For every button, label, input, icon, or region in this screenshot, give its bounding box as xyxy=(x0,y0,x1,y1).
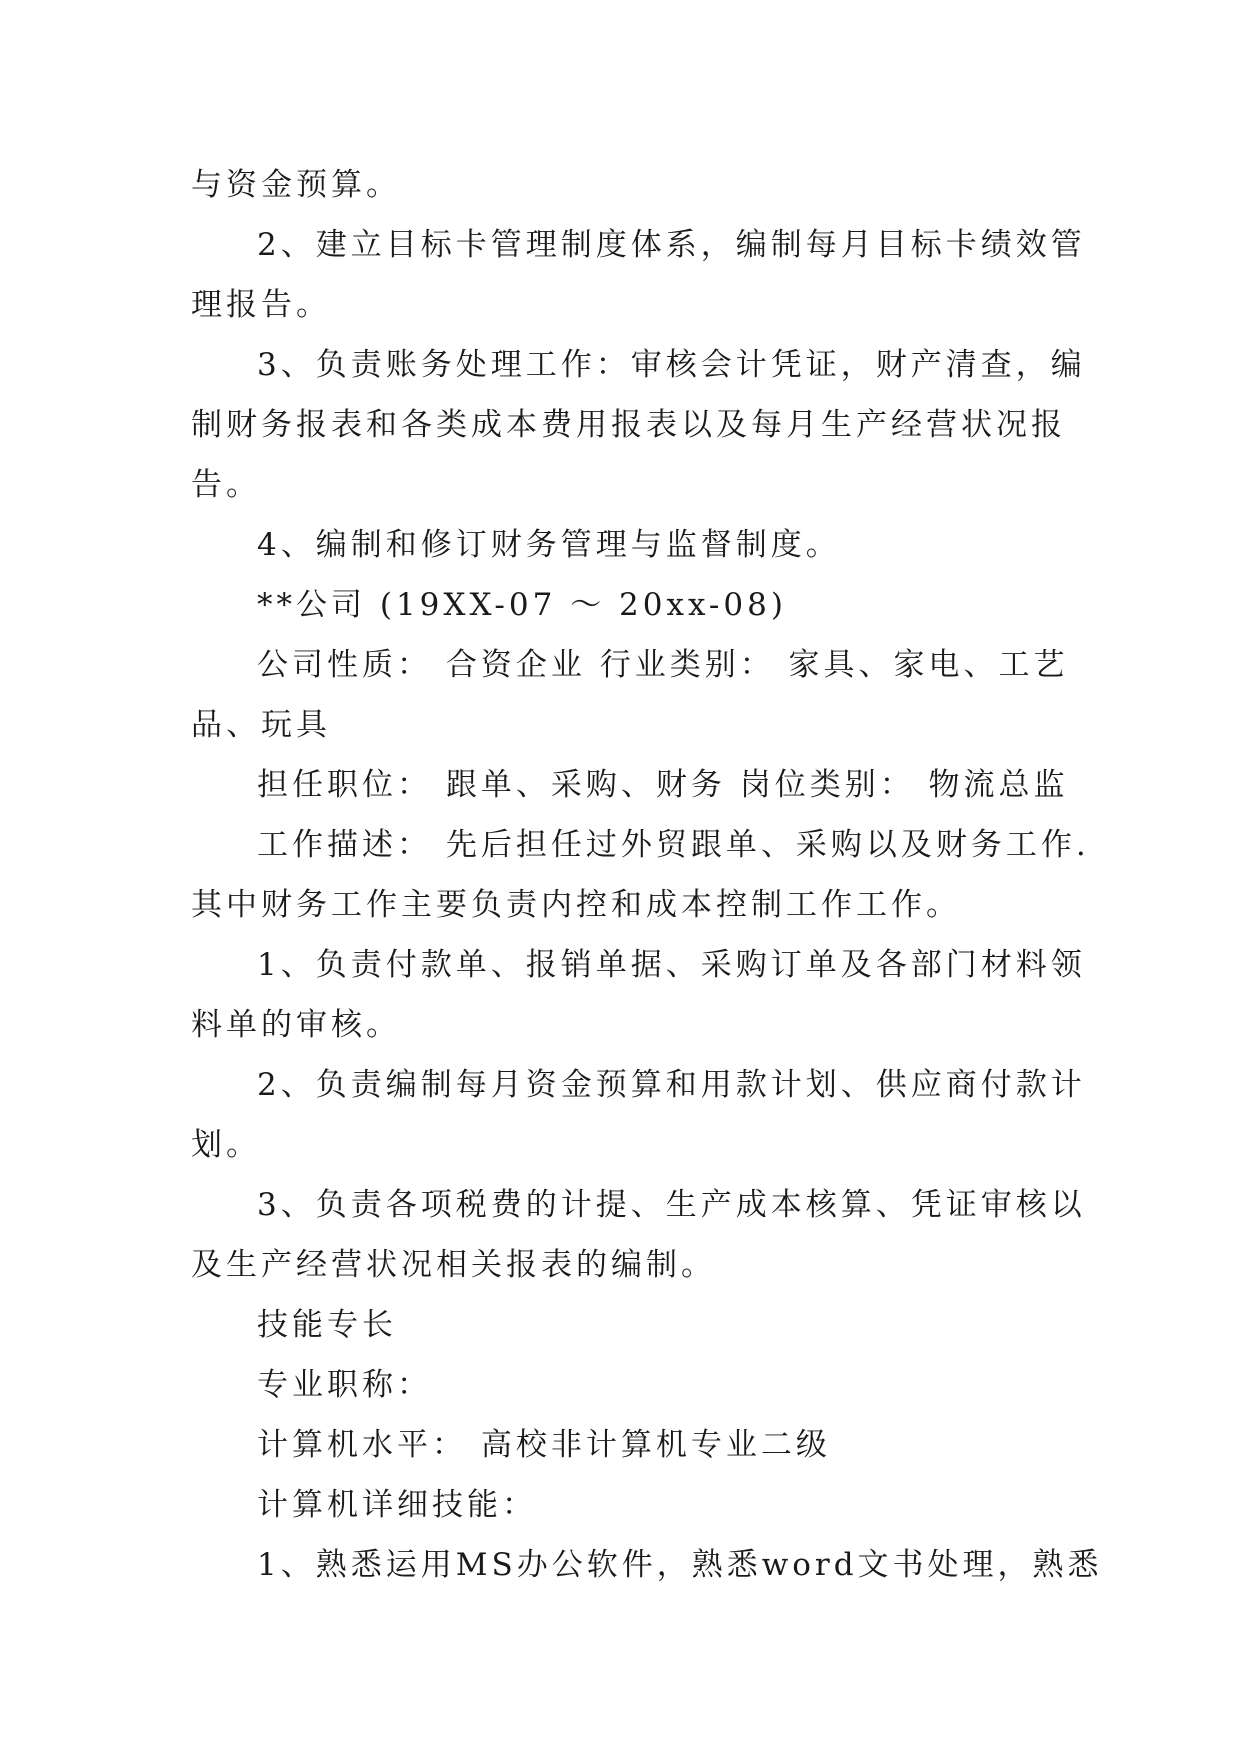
text-line: 担任职位： 跟单、采购、财务 岗位类别： 物流总监 xyxy=(257,767,1069,803)
text-line: 其中财务工作主要负责内控和成本控制工作工作。 xyxy=(191,887,961,923)
text-line: 2、负责编制每月资金预算和用款计划、供应商付款计 xyxy=(257,1067,1086,1103)
text-line: 制财务报表和各类成本费用报表以及每月生产经营状况报 xyxy=(191,407,1066,443)
text-line: **公司 (19XX-07 ～ 20xx-08) xyxy=(257,587,787,623)
text-line: 计算机水平： 高校非计算机专业二级 xyxy=(257,1427,831,1463)
text-line: 专业职称： xyxy=(257,1367,432,1403)
text-line: 4、编制和修订财务管理与监督制度。 xyxy=(257,527,841,563)
text-line: 及生产经营状况相关报表的编制。 xyxy=(191,1247,716,1283)
text-line: 料单的审核。 xyxy=(191,1007,401,1043)
section-heading: 技能专长 xyxy=(257,1307,397,1343)
text-line: 理报告。 xyxy=(191,287,331,323)
text-line: 3、负责各项税费的计提、生产成本核算、凭证审核以 xyxy=(257,1187,1086,1223)
document-body xyxy=(191,155,1103,1595)
text-line: 计算机详细技能： xyxy=(257,1487,537,1523)
text-line: 3、负责账务处理工作：审核会计凭证，财产清查，编 xyxy=(257,347,1086,383)
text-line: 1、熟悉运用MS办公软件，熟悉word文书处理，熟悉 xyxy=(257,1547,1103,1583)
text-line: 2、建立目标卡管理制度体系，编制每月目标卡绩效管 xyxy=(257,227,1086,263)
text-line: 1、负责付款单、报销单据、采购订单及各部门材料领 xyxy=(257,947,1086,983)
text-line: 品、玩具 xyxy=(191,707,331,743)
text-line: 划。 xyxy=(191,1127,261,1163)
text-line: 工作描述： 先后担任过外贸跟单、采购以及财务工作. xyxy=(257,827,1090,863)
text-line: 公司性质： 合资企业 行业类别： 家具、家电、工艺 xyxy=(257,647,1069,683)
text-line: 告。 xyxy=(191,467,261,503)
text-line: 与资金预算。 xyxy=(191,167,401,203)
